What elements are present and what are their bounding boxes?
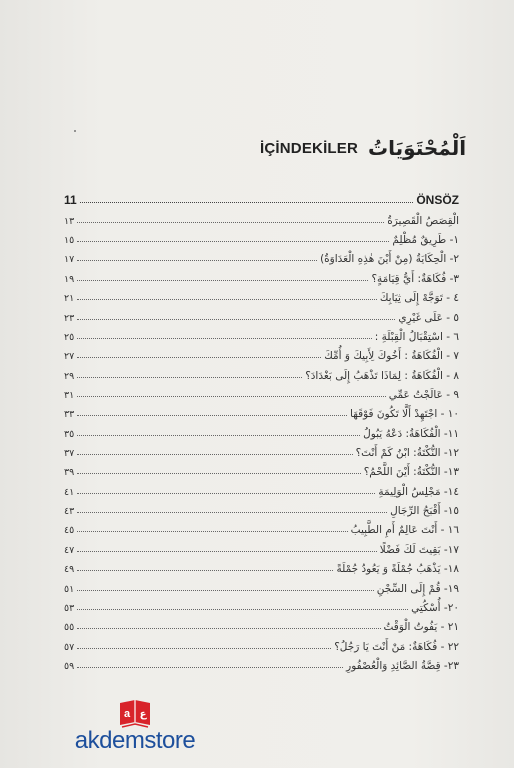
dot-leader (77, 415, 347, 416)
dot-leader (77, 473, 361, 474)
store-logo (60, 697, 210, 759)
dot-leader (77, 299, 377, 300)
book-icon (118, 697, 152, 729)
toc-entry-page: ٢٩ (64, 370, 75, 382)
logo-wordmark: akdemstore (74, 727, 196, 754)
toc-entry (64, 459, 459, 478)
toc-entry-title: ١٣- النُّكْتَةُ: أَيْنَ اللَّحْمُ؟ (363, 466, 459, 479)
dot-leader (77, 357, 321, 358)
toc-entry-title: الْقِصَصُ الْقَصِيرَةُ (387, 214, 459, 227)
svg-text:a: a (123, 708, 131, 720)
dot-leader (77, 260, 317, 261)
toc-entry (64, 575, 459, 594)
dot-leader (77, 628, 380, 629)
toc-entry-page: ٤٣ (64, 506, 75, 518)
toc-entry-page: ٥٣ (64, 602, 75, 614)
toc-entry-page: ١٥ (64, 235, 75, 247)
dot-leader (77, 570, 333, 571)
toc-entry-title: ٢٣- قِصَّةُ الصَّائِدِ وَالْعُصْفُورِ (346, 659, 459, 672)
toc-entry-page: ٤٥ (64, 525, 75, 537)
dot-leader (77, 512, 387, 513)
toc-entry (64, 633, 459, 652)
dot-leader (77, 319, 395, 320)
dot-leader (77, 396, 386, 397)
toc-entry-title: ٥ - عَلَى غَيْرِي (398, 311, 459, 324)
dot-leader (77, 280, 368, 281)
toc-entry (64, 614, 459, 633)
toc-entry-page: ٤٩ (64, 564, 75, 576)
dot-leader (77, 222, 384, 223)
dot-leader (77, 648, 331, 649)
toc-entry-page: ٤٧ (64, 544, 75, 556)
dot-leader (77, 377, 302, 378)
toc-entry (64, 517, 459, 536)
toc-entry-page: ٣٣ (64, 409, 75, 421)
dot-leader (80, 202, 414, 203)
toc-entry-title: ÖNSÖZ (416, 193, 459, 208)
toc-entry-page: ٣٥ (64, 428, 75, 440)
toc-entry (64, 653, 459, 672)
dot-leader (77, 493, 375, 494)
svg-text:ع: ع (139, 709, 147, 720)
toc-entry-page: ٥٩ (64, 660, 75, 672)
toc-entry-title: ١٢- النُّكْتَةُ: ابْنُ كَمْ أَنْتَ؟ (355, 447, 459, 460)
toc-entry-page: ٤١ (64, 486, 75, 498)
toc-entry (64, 595, 459, 614)
toc-entry (64, 498, 459, 517)
dot-leader (77, 454, 352, 455)
toc-entry-page: ٣٧ (64, 448, 75, 460)
toc-entry-title: ٣- فُكَاهَةٌ: أَيُّ قِيَامَةٍ؟ (371, 272, 459, 285)
toc-entry-title: ١٠ - اجْتَهِدْ أَلَّا تَكُونَ فَوْقَهَا (350, 408, 459, 421)
toc-entry (64, 265, 459, 284)
dot-leader (77, 667, 343, 668)
toc-entry (64, 382, 459, 401)
toc-entry-title: ١- طَرِيقٌ مُظْلِمٌ (392, 234, 459, 247)
dot-leader (77, 241, 389, 242)
toc-entry-title: ١٤- مَجْلِسُ الْوَلِيمَةِ (378, 485, 459, 498)
toc-entry-title: ٩ - عَالَجْتُ عَمِّي (388, 388, 459, 401)
toc-entry (64, 420, 459, 439)
toc-entry (64, 343, 459, 362)
toc-entry-page: ٢١ (64, 293, 75, 305)
toc-entry-page: ٣٩ (64, 467, 75, 479)
dot-leader (77, 435, 360, 436)
toc-entry-page: 11 (64, 193, 77, 208)
toc-entry (64, 324, 459, 343)
toc-entry (64, 440, 459, 459)
ink-dot (74, 130, 76, 132)
toc-entry-title: ١٩- قُمْ إِلَى السِّجْنِ (376, 582, 459, 595)
toc-entry (64, 401, 459, 420)
toc-entry-page: ١٣ (64, 215, 75, 227)
toc-entry-page: ٢٣ (64, 312, 75, 324)
toc-entry-title: ١٥- أَقْبَحُ الرِّجَالِ (390, 505, 459, 518)
toc-entry-title: ١٨- يَذْهَبُ جُمْلَةً وَ يَعُودُ جُمْلَةً (336, 563, 459, 576)
toc-entry-title: ١١- الْفُكَاهَةُ: دَعْهُ يَبُولُ (363, 427, 459, 440)
toc-entry (64, 304, 459, 323)
toc-entry-page: ٥١ (64, 583, 75, 595)
toc-entry-title: ٢- الْحِكَايَةُ (مِنْ أَيْنَ هٰذِهِ الْعَدَاوَةُ) (320, 253, 459, 266)
toc-entry-title: ٢٠- أُسْكُتِي (411, 601, 459, 614)
toc-entry (64, 362, 459, 381)
toc-entry-title: ١٦ - أَنْتَ عَالِمٌ أَمِ الطَّبِيبُ (350, 524, 459, 537)
toc-entry-page: ١٩ (64, 273, 75, 285)
dot-leader (77, 531, 347, 532)
heading-turkish: İÇİNDEKİLER (260, 139, 359, 157)
toc-entry-page: ٢٥ (64, 331, 75, 343)
toc-entry-title: ٤ - تَوَجَّهْ إِلَى ثِيَابِكَ (379, 292, 459, 305)
dot-leader (77, 590, 374, 591)
toc-entry-page: ٣١ (64, 389, 75, 401)
toc-entry (64, 227, 459, 246)
toc-entry-title: ١٧- بَقِيتَ لَكَ فَضْلًا (379, 543, 459, 556)
toc-entry (64, 536, 459, 555)
toc-entry-title: ٢١ - يَفُوتُ الْوَقْتُ (383, 621, 459, 634)
dot-leader (77, 338, 372, 339)
contents-heading (260, 128, 470, 168)
toc-entry-title: ٢٢ - فُكَاهَةٌ: مَنْ أَنْتَ يَا رَجُلُ؟ (334, 640, 459, 653)
toc-entry-page: ٢٧ (64, 351, 75, 363)
toc-entry-page: ١٧ (64, 254, 75, 266)
toc-entry-page: ٥٥ (64, 622, 75, 634)
toc-entry (64, 285, 459, 304)
toc-entry (64, 188, 459, 207)
dot-leader (77, 609, 408, 610)
toc-entry-title: ٨ - الْفُكَاهَةُ : لِمَاذَا تَذْهَبُ إِلَى بَغْدَادَ؟ (305, 369, 459, 382)
toc-entry-page: ٥٧ (64, 641, 75, 653)
table-of-contents (64, 188, 459, 672)
toc-entry-title: ٧ - الْفُكَاهَةُ : أَخُوكَ لِأَبِيكَ وَ أُمِّكَ (324, 350, 459, 363)
dot-leader (77, 551, 377, 552)
toc-entry (64, 556, 459, 575)
toc-entry (64, 478, 459, 497)
toc-entry (64, 207, 459, 226)
heading-arabic: اَلْمُحْتَوَيَاتُ (368, 136, 467, 160)
toc-entry-title: ٦ - اسْتِقْبَالُ الْقِبْلَةِ : (374, 330, 459, 343)
toc-entry (64, 246, 459, 265)
